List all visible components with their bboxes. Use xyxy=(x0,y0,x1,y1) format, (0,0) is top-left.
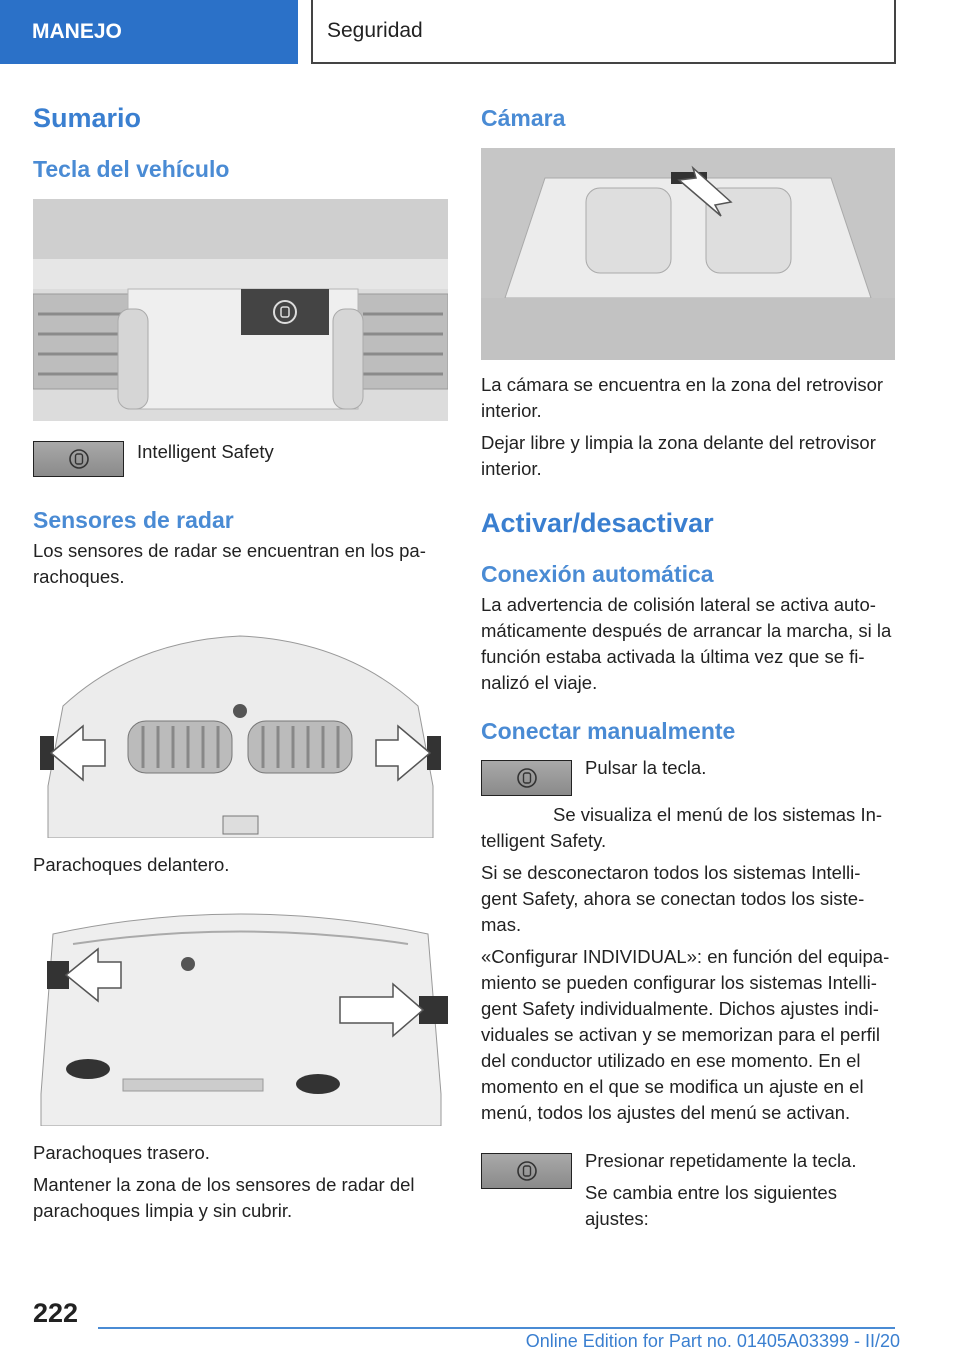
front-bumper-caption: Parachoques delantero. xyxy=(33,854,230,875)
auto-connect-text: La advertencia de colisión lateral se activa auto-máticamente después de arrancar la marcha, si la función estaba activada la última vez que se fi-nalizó el viaje. xyxy=(481,594,892,693)
camera-location-text: La cámara se encuentra en la zona del retrovisor interior. xyxy=(481,374,884,421)
front-bumper-image xyxy=(33,616,448,838)
press-repeat-text: Presionar repetidamente la tecla. xyxy=(585,1150,857,1171)
edition-text: Online Edition for Part no. 01405A03399 - II/20 xyxy=(525,1331,900,1351)
manual-key-row xyxy=(481,755,895,796)
heading-activate: Activar/desactivar xyxy=(481,508,714,538)
heading-manual-connect: Conectar manualmente xyxy=(481,718,736,744)
right-column xyxy=(481,100,895,1232)
repeat-key-row xyxy=(481,1148,895,1232)
press-key-text: Pulsar la tecla. xyxy=(585,757,707,778)
safety-key-icon xyxy=(481,760,572,796)
keep-clean-text: Mantener la zona de los sensores de radar del parachoques limpia y sin cubrir. xyxy=(33,1174,415,1221)
footer-divider xyxy=(98,1327,895,1329)
chapter-tab[interactable] xyxy=(0,0,298,64)
heading-camera: Cámara xyxy=(481,105,566,131)
switch-settings-text: Se cambia entre los siguientes ajustes: xyxy=(585,1182,837,1229)
repeat-key-texts xyxy=(585,1148,895,1232)
all-off-text: Si se desconectaron todos los sistemas Intelli-gent Safety, ahora se conectan todos los siste-mas. xyxy=(481,862,865,935)
left-column xyxy=(33,100,448,1224)
radar-text: Los sensores de radar se encuentran en los pa-rachoques. xyxy=(33,540,426,587)
heading-auto-connect: Conexión automática xyxy=(481,561,714,587)
section-header xyxy=(311,0,896,64)
chapter-label: MANEJO xyxy=(32,20,122,43)
individual-text: «Configurar INDIVIDUAL»: en función del equipa-miento se pueden configurar los sistemas Intelli-gent Safety individualmente. Dichos ajustes indi-viduales se activan y se memorizan para el perfil del conductor utilizado en ese momento. En el momento en el que se modifica un ajuste en el menú, todos los ajustes del menú se activan. xyxy=(481,946,890,1123)
heading-radar-sensors: Sensores de radar xyxy=(33,507,234,533)
dashboard-key-image xyxy=(33,199,448,421)
camera-interior-image xyxy=(481,148,895,360)
page-number: 222 xyxy=(33,1298,79,1328)
rear-bumper-image xyxy=(33,904,448,1126)
manual-key-texts xyxy=(585,755,706,781)
rear-bumper-caption: Parachoques trasero. xyxy=(33,1142,210,1163)
safety-key-icon xyxy=(481,1153,572,1189)
heading-vehicle-key: Tecla del vehículo xyxy=(33,156,230,182)
safety-key-icon xyxy=(33,441,124,477)
menu-shown-text: Se visualiza el menú de los sistemas In-telligent Safety. xyxy=(481,804,883,851)
key-label: Intelligent Safety xyxy=(137,441,274,462)
camera-keep-clear-text: Dejar libre y limpia la zona delante del retrovisor interior. xyxy=(481,432,876,479)
heading-sumario: Sumario xyxy=(33,103,142,133)
section-label: Seguridad xyxy=(327,19,423,42)
intelligent-safety-key-row xyxy=(33,441,448,477)
